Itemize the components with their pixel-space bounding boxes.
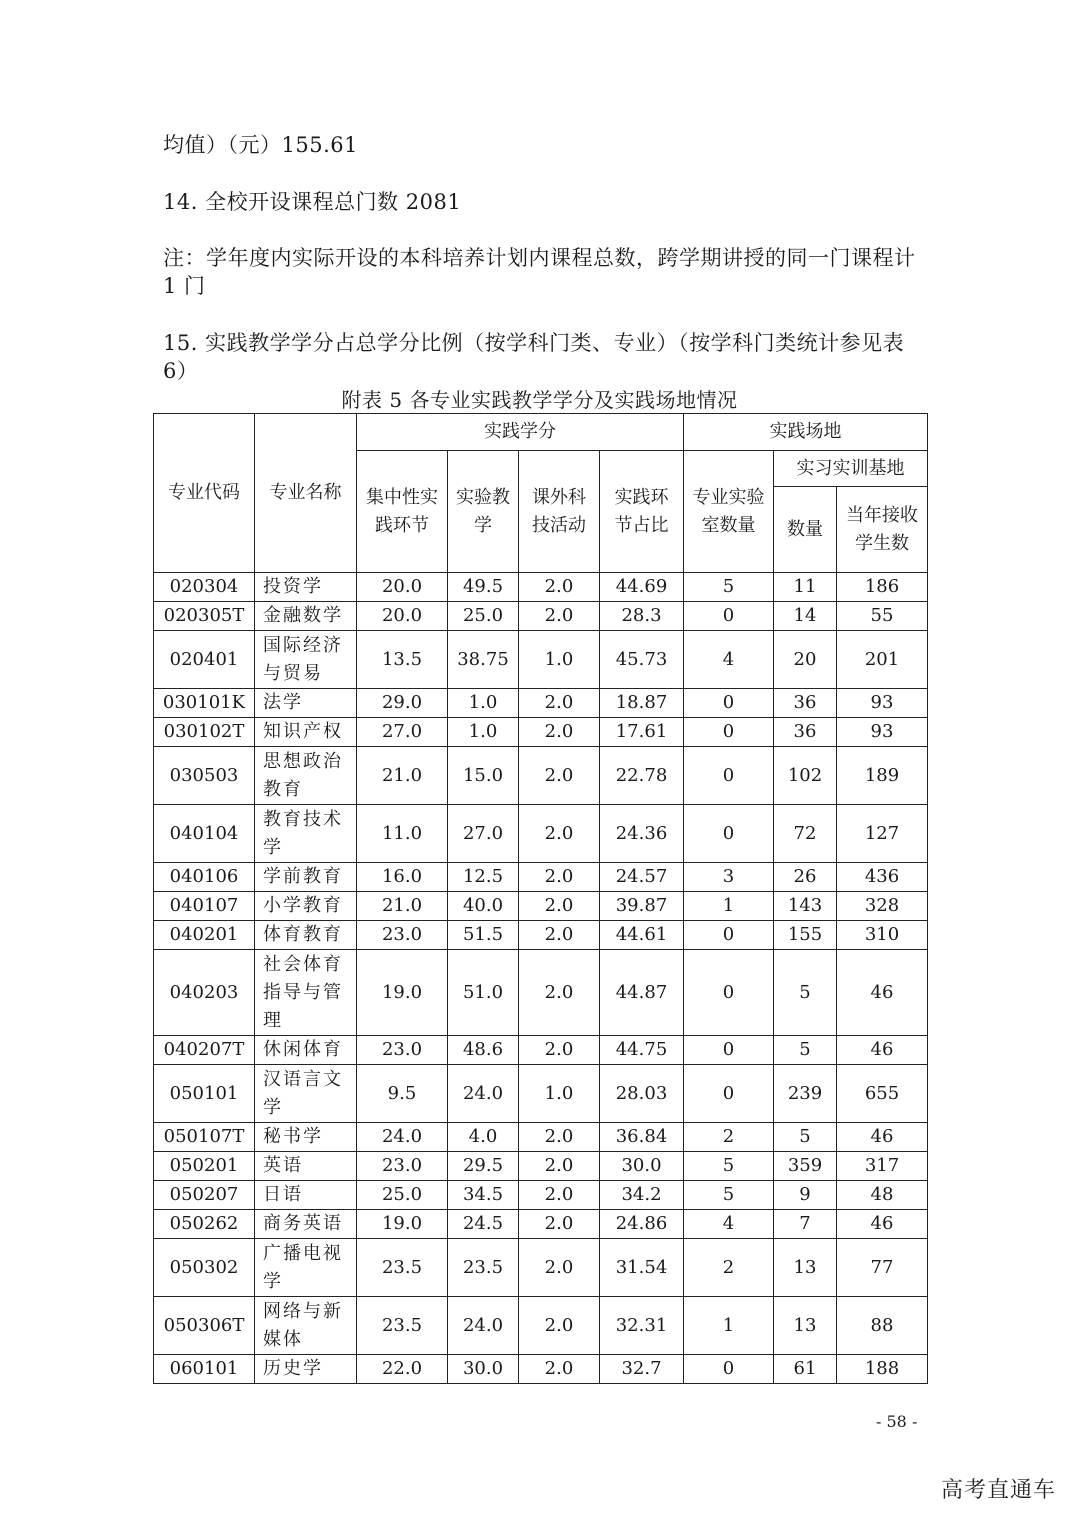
table-header xyxy=(154,414,928,573)
table-cell: 436 xyxy=(837,863,928,892)
table-cell: 317 xyxy=(837,1152,928,1181)
table-cell: 050262 xyxy=(154,1210,255,1239)
table-cell: 30.0 xyxy=(448,1355,519,1384)
table-cell: 0 xyxy=(684,950,774,1036)
table-cell: 网络与新媒体 xyxy=(255,1297,357,1355)
table-cell: 0 xyxy=(684,602,774,631)
table-cell: 21.0 xyxy=(357,892,448,921)
table-cell: 030503 xyxy=(154,747,255,805)
table-cell: 1.0 xyxy=(519,1065,600,1123)
header-base-count: 数量 xyxy=(774,487,837,573)
table-row xyxy=(154,631,928,689)
table-cell: 国际经济与贸易 xyxy=(255,631,357,689)
table-cell: 102 xyxy=(774,747,837,805)
table-cell: 5 xyxy=(684,1181,774,1210)
table-cell: 日语 xyxy=(255,1181,357,1210)
table-row xyxy=(154,921,928,950)
table-cell: 9.5 xyxy=(357,1065,448,1123)
table-cell: 历史学 xyxy=(255,1355,357,1384)
table-cell: 英语 xyxy=(255,1152,357,1181)
table-cell: 5 xyxy=(774,1123,837,1152)
table-cell: 23.0 xyxy=(357,1152,448,1181)
table-cell: 77 xyxy=(837,1239,928,1297)
table-cell: 020401 xyxy=(154,631,255,689)
table-cell: 5 xyxy=(684,1152,774,1181)
table-cell: 24.0 xyxy=(357,1123,448,1152)
table-cell: 72 xyxy=(774,805,837,863)
table-row xyxy=(154,1065,928,1123)
table-cell: 3 xyxy=(684,863,774,892)
table-cell: 020304 xyxy=(154,573,255,602)
table-cell: 汉语言文学 xyxy=(255,1065,357,1123)
table-row xyxy=(154,1181,928,1210)
table-row xyxy=(154,747,928,805)
table-cell: 127 xyxy=(837,805,928,863)
table-cell: 29.0 xyxy=(357,689,448,718)
table-cell: 18.87 xyxy=(600,689,684,718)
table-cell: 22.78 xyxy=(600,747,684,805)
table-cell: 050302 xyxy=(154,1239,255,1297)
table-cell: 040201 xyxy=(154,921,255,950)
table-cell: 2.0 xyxy=(519,1036,600,1065)
header-training-bases: 实习实训基地 xyxy=(774,451,928,487)
table-row xyxy=(154,1239,928,1297)
table-cell: 22.0 xyxy=(357,1355,448,1384)
table-row xyxy=(154,1297,928,1355)
table-cell: 040207T xyxy=(154,1036,255,1065)
table-cell: 030102T xyxy=(154,718,255,747)
table-cell: 36.84 xyxy=(600,1123,684,1152)
table-cell: 020305T xyxy=(154,602,255,631)
table-cell: 34.5 xyxy=(448,1181,519,1210)
table-cell: 34.2 xyxy=(600,1181,684,1210)
table-cell: 040107 xyxy=(154,892,255,921)
header-labs: 专业实验室数量 xyxy=(684,451,774,573)
table-cell: 2.0 xyxy=(519,689,600,718)
table-cell: 19.0 xyxy=(357,950,448,1036)
table-row xyxy=(154,892,928,921)
table-cell: 48.6 xyxy=(448,1036,519,1065)
table-cell: 201 xyxy=(837,631,928,689)
table-cell: 2.0 xyxy=(519,1210,600,1239)
table-cell: 24.5 xyxy=(448,1210,519,1239)
table-cell: 44.61 xyxy=(600,921,684,950)
table-cell: 2.0 xyxy=(519,718,600,747)
table-row xyxy=(154,950,928,1036)
table-cell: 328 xyxy=(837,892,928,921)
table-cell: 24.86 xyxy=(600,1210,684,1239)
table-cell: 46 xyxy=(837,1036,928,1065)
table-cell: 2.0 xyxy=(519,747,600,805)
table-cell: 0 xyxy=(684,921,774,950)
table-cell: 36 xyxy=(774,689,837,718)
table-cell: 050207 xyxy=(154,1181,255,1210)
table-cell: 48 xyxy=(837,1181,928,1210)
table-caption: 附表 5 各专业实践教学学分及实践场地情况 xyxy=(341,388,738,412)
table-cell: 2.0 xyxy=(519,805,600,863)
table-cell: 32.31 xyxy=(600,1297,684,1355)
header-practice-credits: 实践学分 xyxy=(357,414,684,451)
header-students: 当年接收学生数 xyxy=(837,487,928,573)
table-cell: 17.61 xyxy=(600,718,684,747)
table-cell: 教育技术学 xyxy=(255,805,357,863)
table-cell: 2.0 xyxy=(519,863,600,892)
table-cell: 2 xyxy=(684,1123,774,1152)
table-row xyxy=(154,689,928,718)
header-major-name: 专业名称 xyxy=(255,414,357,573)
table-cell: 4 xyxy=(684,1210,774,1239)
table-cell: 学前教育 xyxy=(255,863,357,892)
table-cell: 51.0 xyxy=(448,950,519,1036)
table-cell: 44.69 xyxy=(600,573,684,602)
table-body xyxy=(154,573,928,1384)
table-row xyxy=(154,602,928,631)
table-cell: 23.0 xyxy=(357,921,448,950)
table-cell: 51.5 xyxy=(448,921,519,950)
table-cell: 29.5 xyxy=(448,1152,519,1181)
table-cell: 15.0 xyxy=(448,747,519,805)
table-cell: 0 xyxy=(684,805,774,863)
table-cell: 359 xyxy=(774,1152,837,1181)
table-cell: 060101 xyxy=(154,1355,255,1384)
table-cell: 44.75 xyxy=(600,1036,684,1065)
table-cell: 2.0 xyxy=(519,1297,600,1355)
table-cell: 24.0 xyxy=(448,1065,519,1123)
table-cell: 19.0 xyxy=(357,1210,448,1239)
table-row xyxy=(154,718,928,747)
table-cell: 体育教育 xyxy=(255,921,357,950)
header-concentrated: 集中性实践环节 xyxy=(357,451,448,573)
table-cell: 44.87 xyxy=(600,950,684,1036)
table-cell: 655 xyxy=(837,1065,928,1123)
table-cell: 310 xyxy=(837,921,928,950)
table-cell: 24.0 xyxy=(448,1297,519,1355)
table-cell: 38.75 xyxy=(448,631,519,689)
table-cell: 5 xyxy=(774,950,837,1036)
table-cell: 040104 xyxy=(154,805,255,863)
table-cell: 31.54 xyxy=(600,1239,684,1297)
table-cell: 4 xyxy=(684,631,774,689)
table-cell: 49.5 xyxy=(448,573,519,602)
table-cell: 2.0 xyxy=(519,1181,600,1210)
header-ratio: 实践环节占比 xyxy=(600,451,684,573)
table-cell: 11.0 xyxy=(357,805,448,863)
table-cell: 28.03 xyxy=(600,1065,684,1123)
table-cell: 16.0 xyxy=(357,863,448,892)
paragraph-note: 注：学年度内实际开设的本科培养计划内课程总数，跨学期讲授的同一门课程计1 门 xyxy=(163,246,916,298)
table-cell: 4.0 xyxy=(448,1123,519,1152)
table-cell: 13.5 xyxy=(357,631,448,689)
table-cell: 88 xyxy=(837,1297,928,1355)
table-cell: 思想政治教育 xyxy=(255,747,357,805)
table-cell: 20.0 xyxy=(357,602,448,631)
table-cell: 040106 xyxy=(154,863,255,892)
table-cell: 30.0 xyxy=(600,1152,684,1181)
table-cell: 0 xyxy=(684,747,774,805)
table-cell: 32.7 xyxy=(600,1355,684,1384)
table-cell: 12.5 xyxy=(448,863,519,892)
table-cell: 46 xyxy=(837,950,928,1036)
table-cell: 1 xyxy=(684,1297,774,1355)
table-cell: 20 xyxy=(774,631,837,689)
table-cell: 55 xyxy=(837,602,928,631)
table-cell: 20.0 xyxy=(357,573,448,602)
table-cell: 24.57 xyxy=(600,863,684,892)
table-cell: 21.0 xyxy=(357,747,448,805)
table-cell: 25.0 xyxy=(357,1181,448,1210)
table-cell: 39.87 xyxy=(600,892,684,921)
table-cell: 23.5 xyxy=(448,1239,519,1297)
table-cell: 28.3 xyxy=(600,602,684,631)
table-cell: 050306T xyxy=(154,1297,255,1355)
table-cell: 27.0 xyxy=(448,805,519,863)
table-cell: 11 xyxy=(774,573,837,602)
table-cell: 2.0 xyxy=(519,950,600,1036)
table-cell: 186 xyxy=(837,573,928,602)
table-cell: 2.0 xyxy=(519,602,600,631)
table-row xyxy=(154,1152,928,1181)
table-cell: 13 xyxy=(774,1239,837,1297)
table-cell: 0 xyxy=(684,1036,774,1065)
paragraph-total-courses: 14. 全校开设课程总门数 2081 xyxy=(163,190,462,214)
paragraph-practice-ratio: 15. 实践教学学分占总学分比例（按学科门类、专业）（按学科门类统计参见表6） xyxy=(163,331,905,383)
table-cell: 40.0 xyxy=(448,892,519,921)
watermark: 高考直通车 xyxy=(941,1478,1057,1503)
table-cell: 1.0 xyxy=(448,718,519,747)
table-cell: 5 xyxy=(684,573,774,602)
table-cell: 36 xyxy=(774,718,837,747)
table-cell: 1 xyxy=(684,892,774,921)
table-cell: 26 xyxy=(774,863,837,892)
table-cell: 13 xyxy=(774,1297,837,1355)
table-cell: 143 xyxy=(774,892,837,921)
table-cell: 050101 xyxy=(154,1065,255,1123)
page-number: - 58 - xyxy=(876,1412,918,1431)
header-experiment: 实验教学 xyxy=(448,451,519,573)
table-cell: 秘书学 xyxy=(255,1123,357,1152)
table-cell: 2.0 xyxy=(519,573,600,602)
table-cell: 1.0 xyxy=(448,689,519,718)
table-cell: 7 xyxy=(774,1210,837,1239)
table-cell: 9 xyxy=(774,1181,837,1210)
table-cell: 189 xyxy=(837,747,928,805)
header-major-code: 专业代码 xyxy=(154,414,255,573)
table-row xyxy=(154,1036,928,1065)
table-cell: 61 xyxy=(774,1355,837,1384)
table-cell: 金融数学 xyxy=(255,602,357,631)
table-cell: 25.0 xyxy=(448,602,519,631)
table-cell: 0 xyxy=(684,718,774,747)
table-row xyxy=(154,573,928,602)
table-cell: 23.5 xyxy=(357,1297,448,1355)
table-cell: 93 xyxy=(837,689,928,718)
table-cell: 050107T xyxy=(154,1123,255,1152)
table-cell: 2.0 xyxy=(519,1239,600,1297)
table-cell: 5 xyxy=(774,1036,837,1065)
practice-credits-table xyxy=(153,413,928,1384)
table-cell: 2.0 xyxy=(519,921,600,950)
table-cell: 2.0 xyxy=(519,1355,600,1384)
table-cell: 1.0 xyxy=(519,631,600,689)
table-cell: 155 xyxy=(774,921,837,950)
table-cell: 社会体育指导与管理 xyxy=(255,950,357,1036)
table-cell: 法学 xyxy=(255,689,357,718)
table-cell: 2.0 xyxy=(519,892,600,921)
table-cell: 休闲体育 xyxy=(255,1036,357,1065)
table-cell: 2 xyxy=(684,1239,774,1297)
table-cell: 商务英语 xyxy=(255,1210,357,1239)
table-row xyxy=(154,1123,928,1152)
table-row xyxy=(154,1355,928,1384)
paragraph-avg-value: 均值）（元）155.61 xyxy=(163,133,358,157)
table-cell: 知识产权 xyxy=(255,718,357,747)
table-cell: 030101K xyxy=(154,689,255,718)
table-cell: 23.0 xyxy=(357,1036,448,1065)
table-cell: 14 xyxy=(774,602,837,631)
table-cell: 239 xyxy=(774,1065,837,1123)
table-cell: 24.36 xyxy=(600,805,684,863)
table-cell: 0 xyxy=(684,1355,774,1384)
table-cell: 2.0 xyxy=(519,1152,600,1181)
table-cell: 广播电视学 xyxy=(255,1239,357,1297)
header-practice-sites: 实践场地 xyxy=(684,414,928,451)
table-cell: 45.73 xyxy=(600,631,684,689)
table-cell: 0 xyxy=(684,689,774,718)
table-cell: 050201 xyxy=(154,1152,255,1181)
table-cell: 93 xyxy=(837,718,928,747)
table-cell: 46 xyxy=(837,1210,928,1239)
table-cell: 小学教育 xyxy=(255,892,357,921)
table-row xyxy=(154,863,928,892)
table-cell: 2.0 xyxy=(519,1123,600,1152)
table-cell: 46 xyxy=(837,1123,928,1152)
table-cell: 投资学 xyxy=(255,573,357,602)
table-cell: 0 xyxy=(684,1065,774,1123)
table-row xyxy=(154,1210,928,1239)
table-row xyxy=(154,805,928,863)
table-cell: 040203 xyxy=(154,950,255,1036)
header-extracurricular: 课外科技活动 xyxy=(519,451,600,573)
table-cell: 188 xyxy=(837,1355,928,1384)
table-cell: 23.5 xyxy=(357,1239,448,1297)
table-cell: 27.0 xyxy=(357,718,448,747)
